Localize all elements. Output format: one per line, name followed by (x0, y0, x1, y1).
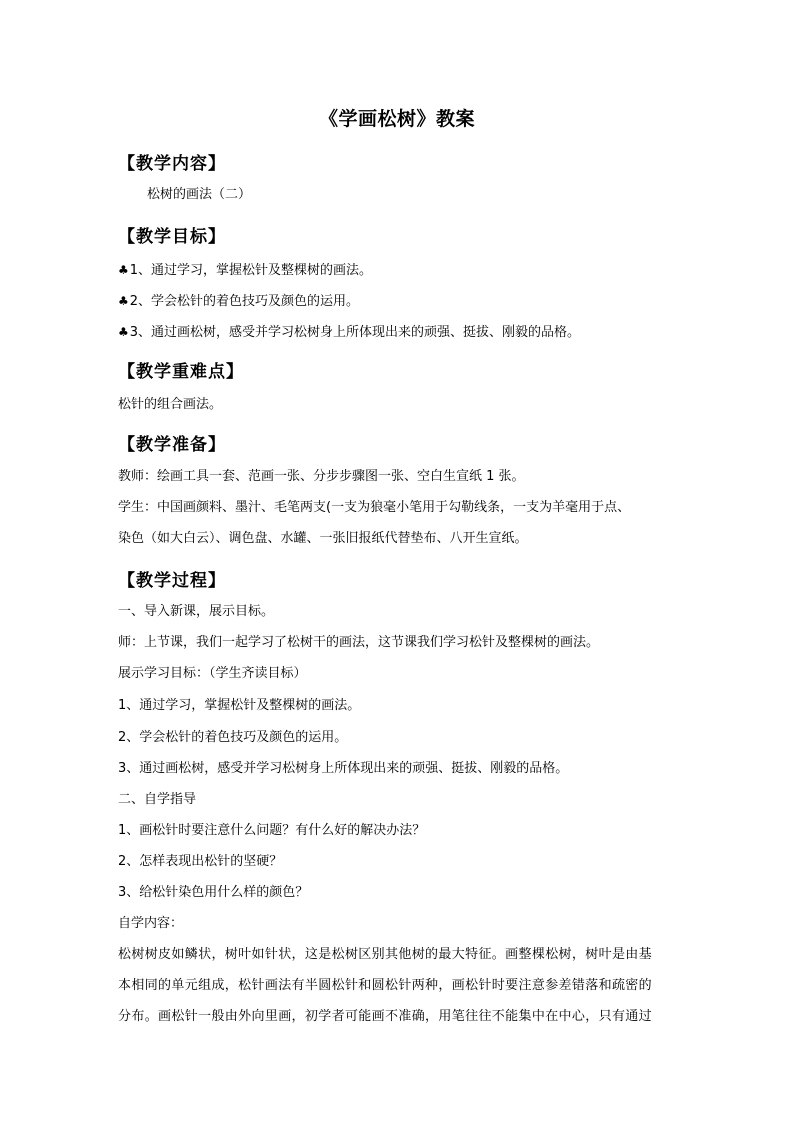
process-line: 3、给松针染色用什么样的颜色？ (118, 885, 309, 900)
heading-teaching-content: 【教学内容】 (118, 154, 226, 174)
process-line: 2、怎样表现出松针的坚硬？ (118, 854, 283, 869)
document-title: 《学画松树》教案 (318, 108, 475, 130)
goal-item: ♣3、通过画松树，感受并学习松树身上所体现出来的顽强、挺拔、刚毅的品格。 (118, 325, 581, 340)
preparation-teacher: 教师：绘画工具一套、范画一张、分步步骤图一张、空白生宣纸 1 张。 (118, 469, 525, 484)
process-line: 松树树皮如鳞状，树叶如针状，这是松树区别其他树的最大特征。画整棵松树，树叶是由基 (118, 947, 653, 962)
club-bullet-icon: ♣ (118, 263, 129, 277)
goal-item: ♣2、学会松针的着色技巧及颜色的运用。 (118, 294, 360, 309)
process-line: 2、学会松针的着色技巧及颜色的运用。 (118, 730, 348, 745)
process-line: 一、导入新课，展示目标。 (118, 604, 275, 619)
process-line: 1、画松针时要注意什么问题？有什么好的解决办法？ (118, 823, 426, 838)
key-points-text: 松针的组合画法。 (118, 397, 223, 412)
goal-item: ♣1、通过学习，掌握松针及整棵树的画法。 (118, 263, 373, 278)
preparation-student-line1: 学生：中国画颜料、墨汁、毛笔两支(一支为狼毫小笔用于勾勒线条，一支为羊毫用于点、 (118, 500, 631, 515)
process-line: 展示学习目标：（学生齐读目标） (118, 666, 307, 681)
teaching-content-text: 松树的画法（二） (147, 187, 252, 202)
process-line: 3、通过画松树，感受并学习松树身上所体现出来的顽强、挺拔、刚毅的品格。 (118, 761, 569, 776)
preparation-student-line2: 染色（如大白云）、调色盘、水罐、一张旧报纸代替垫布、八开生宣纸。 (118, 531, 528, 546)
club-bullet-icon: ♣ (118, 294, 129, 308)
process-line: 二、自学指导 (118, 792, 197, 807)
process-line: 1、通过学习，掌握松针及整棵树的画法。 (118, 698, 361, 713)
club-bullet-icon: ♣ (118, 325, 129, 339)
process-line: 师：上节课，我们一起学习了松树干的画法，这节课我们学习松针及整棵树的画法。 (118, 635, 600, 650)
process-line: 自学内容： (118, 916, 184, 931)
heading-process: 【教学过程】 (118, 571, 226, 591)
heading-preparation: 【教学准备】 (118, 435, 226, 455)
process-line: 本相同的单元组成，松针画法有半圆松针和圆松针两种，画松针时要注意参差错落和疏密的 (118, 978, 653, 993)
heading-key-points: 【教学重难点】 (118, 362, 244, 382)
heading-teaching-goals: 【教学目标】 (118, 227, 226, 247)
process-line: 分布。画松针一般由外向里画，初学者可能画不准确，用笔往往不能集中在中心，只有通过 (118, 1009, 653, 1024)
